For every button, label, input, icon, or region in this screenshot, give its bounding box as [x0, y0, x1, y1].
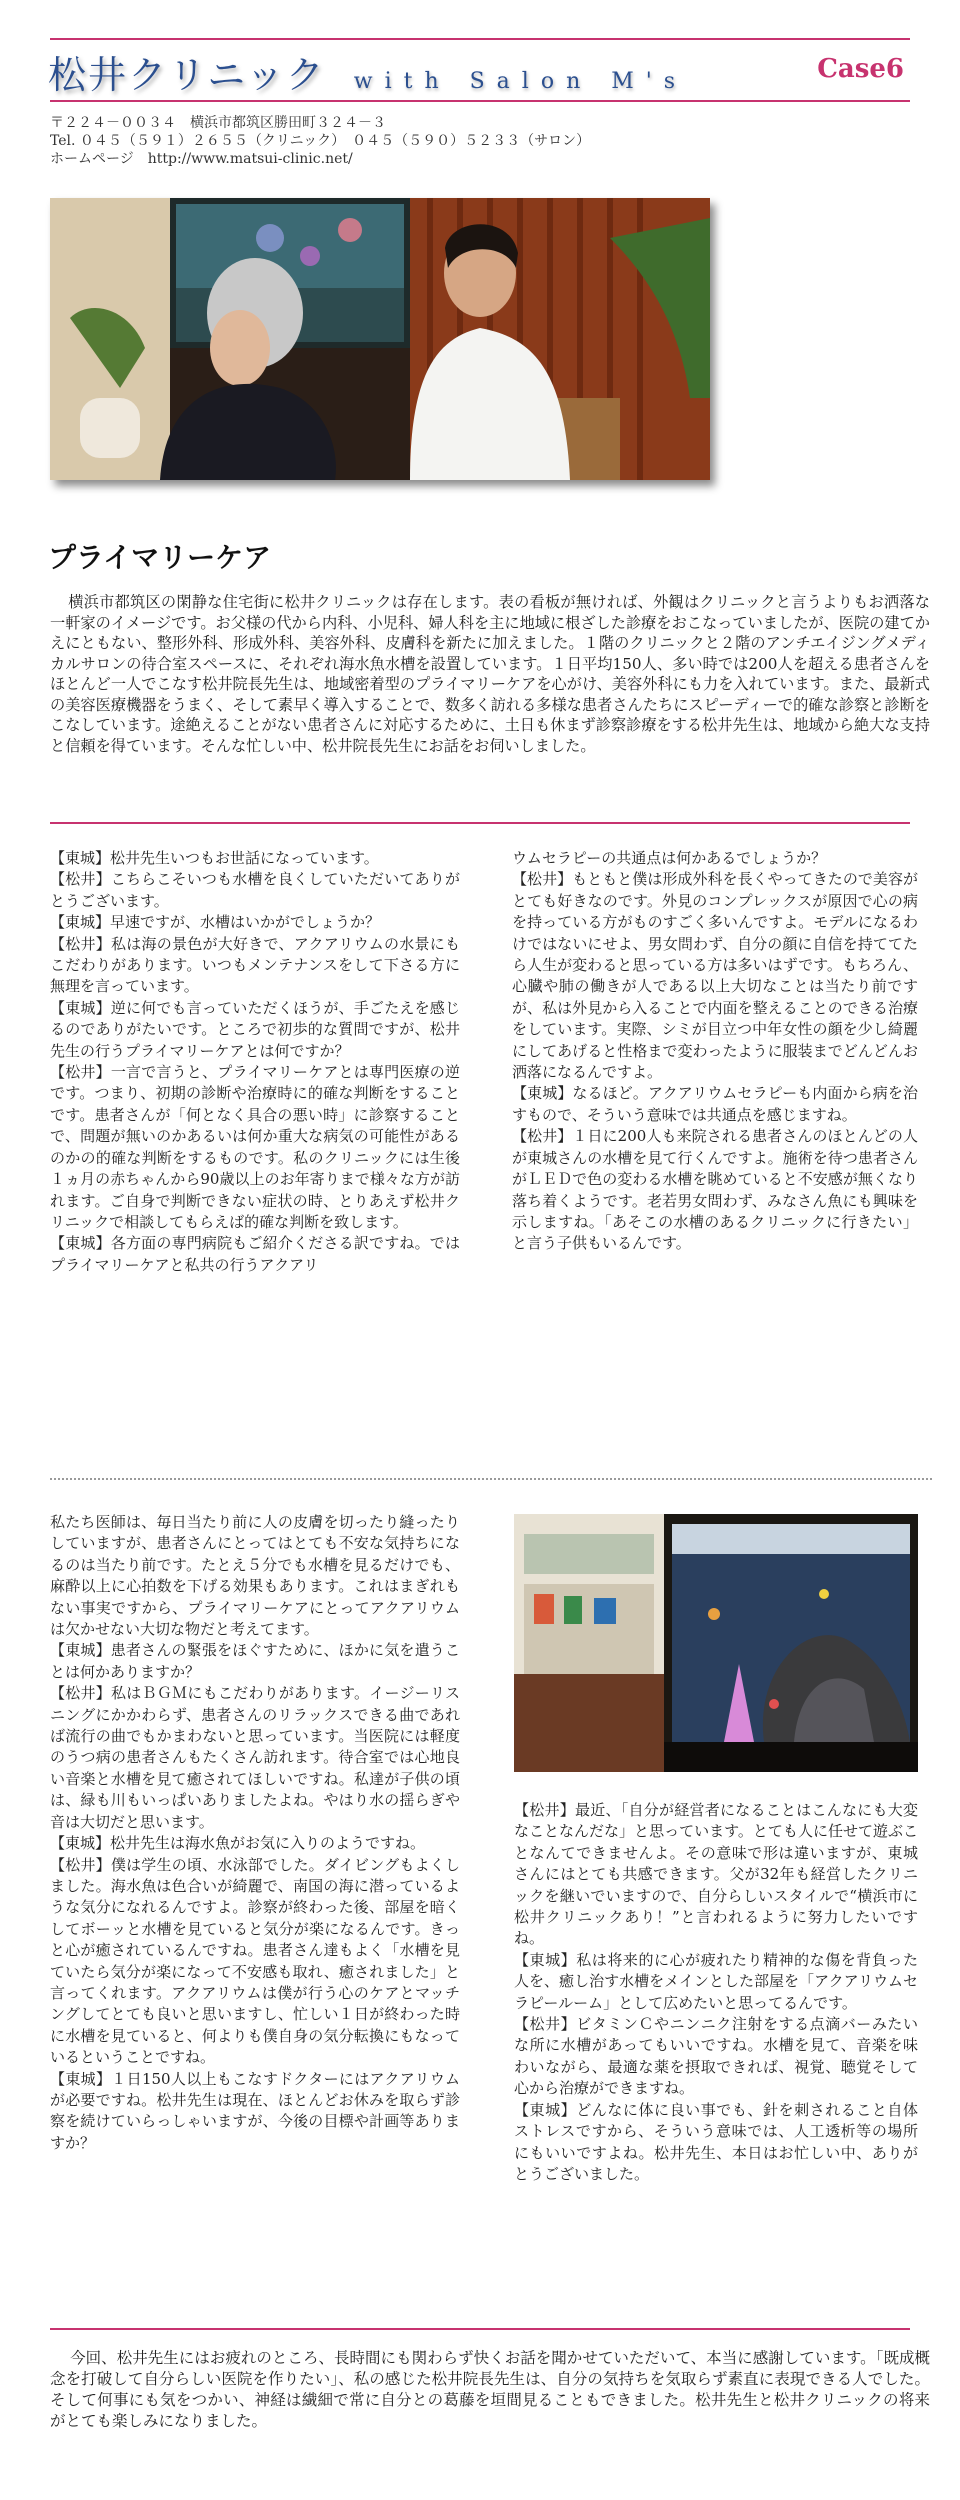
- dialogue-column-right: [512, 848, 918, 1255]
- dialogue-column-left-2: [50, 1512, 460, 2154]
- address: 〒２２４－００３４ 横浜市都筑区勝田町３２４－３: [50, 115, 386, 131]
- dialogue-line: 【松井】ビタミンＣやニンニク注射をする点滴バーみたいな所に水槽があってもいいですね。水槽を見て、音楽を味わいながら、最適な薬を摂取できれば、視覚、聴覚そして心から治療ができますね。: [514, 2015, 918, 2098]
- dialogue-line: 私たち医師は、毎日当たり前に人の皮膚を切ったり縫ったりしていますが、患者さんにとってはとても不安な気持ちになるのは当たり前です。たとえ５分でも水槽を見るだけでも、麻酔以上に心拍数を下げる効果もあります。これはまぎれもない事実ですから、プライマリーケアにとってアクアリウムは欠かせない大切な物だと考えてます。: [50, 1513, 460, 1639]
- section-heading: プライマリーケア: [48, 541, 272, 574]
- interview-photo-illustration: [50, 198, 710, 480]
- contact-info: [50, 114, 590, 168]
- dialogue-line: 【東城】各方面の専門病院もご紹介くださる訳ですね。ではプライマリーケアと私共の行うアクアリ: [50, 1234, 460, 1274]
- homepage-link[interactable]: ホームページ http://www.matsui-clinic.net/: [50, 151, 353, 167]
- telephone: Tel. ０４５（５９１）２６５５（クリニック） ０４５（５９０）５２３３（サロン）: [50, 133, 591, 149]
- top-rule: [50, 38, 910, 40]
- dialogue-line: 【松井】最近、「自分が経営者になることはこんなにも大変なことなんだな」と思っています。とても人に任せて遊ぶことなんてできませんよ。その意味で形は違いますが、東城さんにはとても共感できます。父が32年も経営したクリニックを継いでいますので、自分らしいスタイルで“横浜市に松井クリニックあり！”と言われるように努力したいですね。: [514, 1801, 918, 1948]
- dotted-divider: [50, 1478, 932, 1480]
- dialogue-line: 【東城】早速ですが、水槽はいかがでしょうか？: [50, 913, 381, 932]
- dialogue-line: 【東城】どんなに体に良い事でも、針を刺されること自体ストレスですから、そういう意味では、人工透析等の場所にもいいですよね。松井先生、本日はお忙しい中、ありがとうございました。: [514, 2100, 918, 2183]
- dialogue-line: 【東城】患者さんの緊張をほぐすために、ほかに気を遣うことは何かありますか？: [50, 1641, 460, 1681]
- dialogue-line: 【東城】１日150人以上もこなすドクターにはアクアリウムが必要ですね。松井先生は現在、ほとんどお休みを取らず診察を続けていらっしゃいますが、今後の目標や計画等ありますか？: [50, 2069, 460, 2152]
- aquarium-photo: [514, 1514, 918, 1772]
- intro-paragraph: [50, 592, 930, 756]
- case-label: Case6: [817, 54, 904, 84]
- clinic-name: 松井クリニック: [48, 53, 326, 97]
- clinic-subtitle: with Salon M's: [353, 69, 688, 94]
- dialogue-line: 【松井】僕は学生の頃、水泳部でした。ダイビングもよくしました。海水魚は色合いが綺麗で、南国の海に潜っているような気分になれるんですよ。診察が終わった後、部屋を暗くしてボーッと水槽を見ていると気分が楽になるんです。きっと心が癒されているんですね。患者さん達もよく「水槽を見ていたら気分が楽になって不安感も取れ、癒されました」と言ってくれます。アクアリウムは僕が行う心のケアとマッチングしてとても良いと思いますし、忙しい１日が終わった時に水槽を見ていると、何よりも僕自身の気分転換にもなっているということですね。: [50, 1855, 460, 2067]
- dialogue-column-right-2: [514, 1800, 918, 2185]
- aquarium-photo-illustration: [514, 1514, 918, 1772]
- dialogue-line: 【松井】私は海の景色が大好きで、アクアリウムの水景にもこだわりがあります。いつもメンテナンスをして下さる方に無理を言っています。: [50, 934, 460, 996]
- dialogue-line: 【東城】私は将来的に心が疲れたり精神的な傷を背負った人を、癒し治す水槽をメインとした部屋を「アクアリウムセラピールーム」として広めたいと思ってるんです。: [514, 1950, 918, 2012]
- dialogue-line: 【東城】松井先生は海水魚がお気に入りのようですね。: [50, 1834, 426, 1853]
- section-rule: [50, 822, 910, 824]
- dialogue-line: 【松井】一言で言うと、プライマリーケアとは専門医療の逆です。つまり、初期の診断や治療時に的確な判断をすることです。患者さんが「何となく具合の悪い時」に診察することで、問題が無いのかあるいは何か重大な病気の可能性があるのかの的確な判断をするものです。私のクリニックには生後１ヵ月の赤ちゃんから90歳以上のお年寄りまで様々な方が訪れます。ご自身で判断できない症状の時、とりあえず松井クリニックで相談してもらえば的確な判断を致します。: [50, 1063, 460, 1231]
- intro-text: 横浜市都筑区の閑静な住宅街に松井クリニックは存在します。表の看板が無ければ、外観はクリニックと言うよりもお洒落な一軒家のイメージです。お父様の代から内科、小児科、婦人科を主に地域に根ざした診療をおこなっていましたが、医院の建てかえにともない、整形外科、形成外科、美容外科、皮膚科を新たに加えました。１階のクリニックと２階のアンチエイジングメディカルサロンの待合室スペースに、それぞれ海水魚水槽を設置しています。１日平均150人、多い時では200人を超える患者さんをほとんど一人でこなす松井院長先生は、地域密着型のプライマリーケアを心がけ、美容外科にも力を入れています。また、最新式の美容医療機器をうまく、そして素早く導入することで、数多く訪れる多様な患者さんたちにスピーディーで的確な診察と診断をこなしています。途絶えることがない患者さんに対応するために、土日も休まず診察診療をする松井先生は、地域から絶大な支持と信頼を得ています。そんな忙しい中、松井院長先生にお話をお伺いしました。: [50, 593, 930, 755]
- dialogue-line: 【東城】逆に何でも言っていただくほうが、手ごたえを感じるのでありがたいです。ところで初歩的な質問ですが、松井先生の行うプライマリーケアとは何ですか？: [50, 998, 460, 1060]
- clinic-title: [48, 44, 687, 99]
- interview-photo: [50, 198, 710, 480]
- dialogue-column-left: [50, 848, 460, 1276]
- dialogue-line: 【松井】私はＢＧＭにもこだわりがあります。イージーリスニングにかかわらず、患者さんのリラックスできる曲であれば流行の曲でもかまわないと思っています。当医院には軽度のうつ病の患者さんもたくさん訪れます。待合室では心地良い音楽と水槽を見て癒されてほしいですね。私達が子供の頃は、緑も川もいっぱいありましたよね。やはり水の揺らぎや音は大切だと思います。: [50, 1684, 460, 1831]
- dialogue-line: 【松井】もともと僕は形成外科を長くやってきたので美容がとても好きなのです。外見のコンプレックスが原因で心の病を持っている方がものすごく多いんですよ。モデルになるわけではないにせよ、男女問わず、自分の顔に自信を持ててたら人生が変わると思っている方は多いはずです。もちろん、心臓や肺の働きが人である以上大切なことは当たり前ですが、私は外見から入ることで内面を整えることのできる治療をしています。実際、シミが目立つ中年女性の顔を少し綺麗にしてあげると性格まで変わったように服装までどんどんお洒落になるんですよ。: [512, 870, 918, 1082]
- header-rule: [50, 100, 910, 102]
- closing-rule: [50, 2328, 910, 2330]
- dialogue-line: 【東城】松井先生いつもお世話になっています。: [50, 849, 379, 867]
- dialogue-line: 【松井】１日に200人も来院される患者さんのほとんどの人が東城さんの水槽を見て行くんですよ。施術を待つ患者さんがＬＥＤで色の変わる水槽を眺めていると不安感が無くなり落ち着くようです。老若男女問わず、みなさん魚にも興味を示しますね。「あそこの水槽のあるクリニックに行きたい」と言う子供もいるんです。: [512, 1127, 918, 1253]
- closing-text: 今回、松井先生にはお疲れのところ、長時間にも関わらず快くお話を聞かせていただいて、本当に感謝しています。「既成概念を打破して自分らしい医院を作りたい」、私の感じた松井院長先生は、自分の気持ちを気取らず素直に表現できる人でした。そして何事にも気をつかい、神経は繊細で常に自分との葛藤を垣間見ることもできました。松井先生と松井クリニックの将来がとても楽しみになりました。: [50, 2349, 930, 2430]
- dialogue-line: 【松井】こちらこそいつも水槽を良くしていただいてありがとうございます。: [50, 870, 460, 910]
- closing-paragraph: [50, 2348, 930, 2432]
- dialogue-line: ウムセラピーの共通点は何かあるでしょうか？: [512, 849, 827, 867]
- dialogue-line: 【東城】なるほど。アクアリウムセラピーも内面から病を治すもので、そういう意味では共通点を感じますね。: [512, 1084, 918, 1124]
